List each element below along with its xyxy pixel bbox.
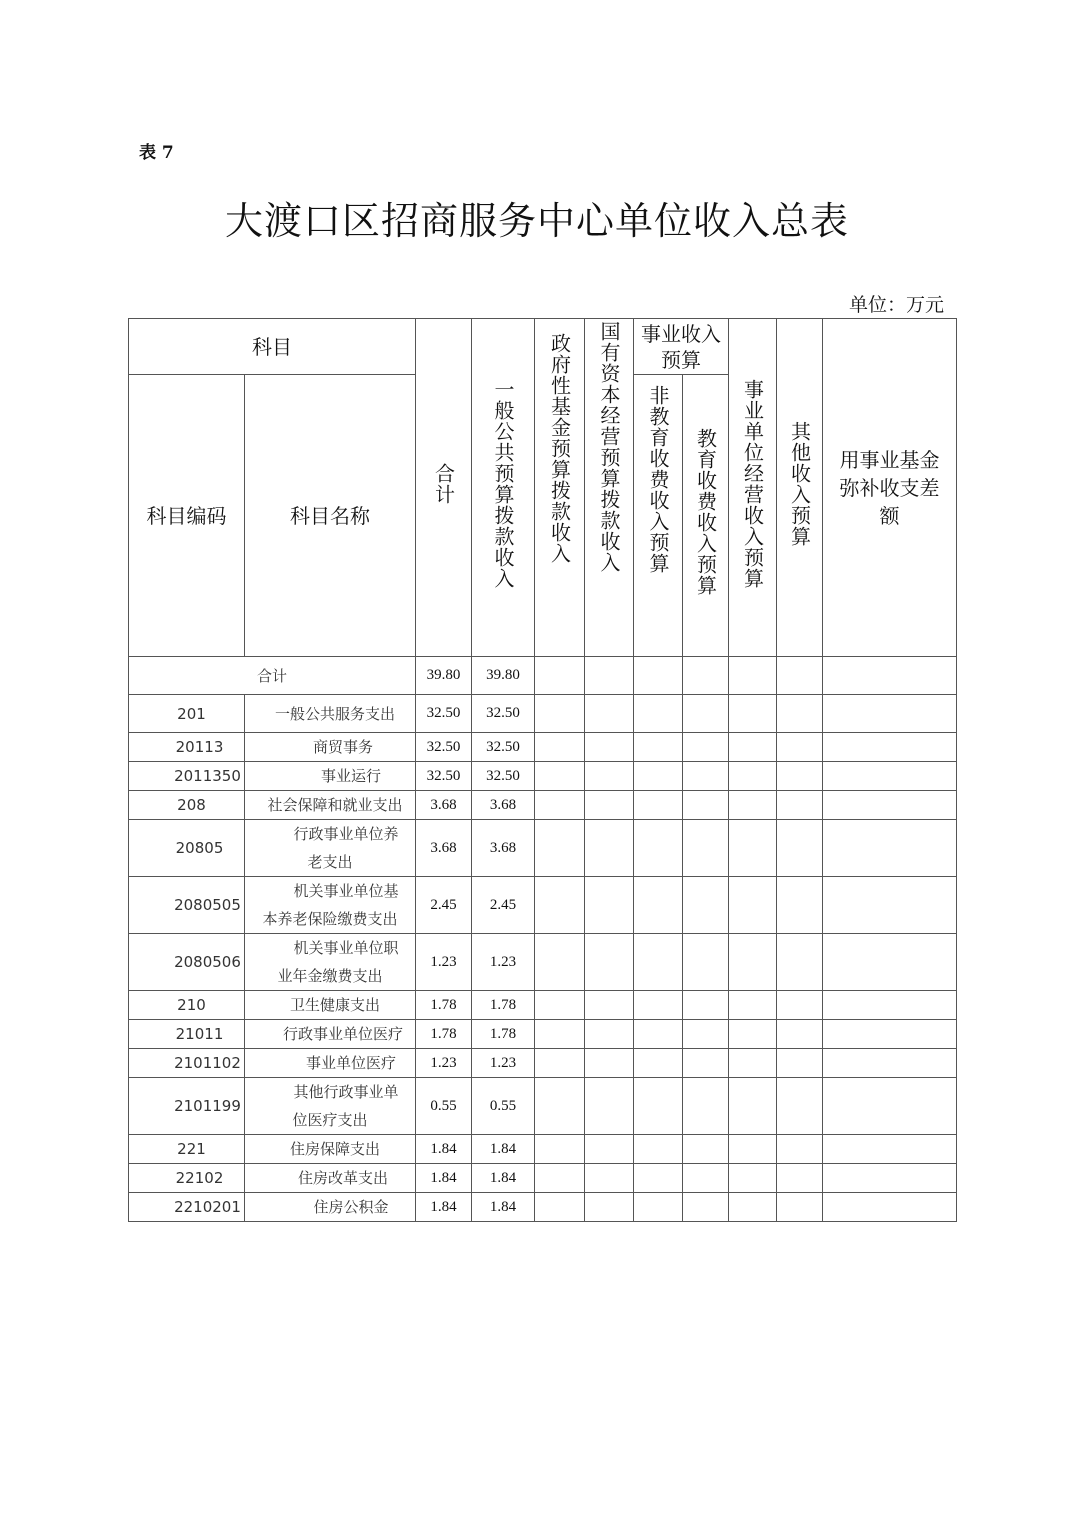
unit-label: 单位：万元	[848, 294, 944, 316]
empty-cell	[729, 695, 777, 733]
empty-cell	[683, 820, 729, 877]
table-row	[129, 733, 957, 762]
empty-cell	[823, 762, 957, 791]
empty-cell	[585, 1193, 634, 1222]
total-row-total: 39.80	[416, 657, 472, 695]
row-total: 1.23	[416, 1049, 472, 1078]
empty-cell	[729, 762, 777, 791]
empty-cell	[683, 733, 729, 762]
row-general: 0.55	[472, 1078, 535, 1135]
empty-cell	[729, 820, 777, 877]
row-total: 1.23	[416, 934, 472, 991]
table-row	[129, 695, 957, 733]
row-name: 住房改革支出	[245, 1164, 416, 1193]
empty-cell	[634, 791, 683, 820]
empty-cell	[683, 657, 729, 695]
empty-cell	[777, 1135, 823, 1164]
empty-cell	[683, 1078, 729, 1135]
row-code: 210	[129, 991, 245, 1020]
table-row	[129, 1164, 957, 1193]
empty-cell	[777, 733, 823, 762]
empty-cell	[777, 657, 823, 695]
empty-cell	[535, 762, 585, 791]
empty-cell	[777, 820, 823, 877]
empty-cell	[585, 820, 634, 877]
empty-cell	[729, 1078, 777, 1135]
row-name: 社会保障和就业支出	[245, 791, 416, 820]
empty-cell	[634, 991, 683, 1020]
empty-cell	[777, 1049, 823, 1078]
empty-cell	[823, 695, 957, 733]
empty-cell	[777, 1020, 823, 1049]
row-name: 行政事业单位养老支出	[245, 820, 416, 877]
row-code: 2101102	[129, 1049, 245, 1078]
empty-cell	[729, 991, 777, 1020]
empty-cell	[585, 695, 634, 733]
header-gov-fund-budget: 政府性基金预算拨款收入	[535, 319, 585, 657]
table-row	[129, 1049, 957, 1078]
table-row	[129, 1078, 957, 1135]
empty-cell	[535, 1164, 585, 1193]
empty-cell	[634, 657, 683, 695]
row-general: 1.78	[472, 991, 535, 1020]
row-total: 32.50	[416, 695, 472, 733]
empty-cell	[823, 791, 957, 820]
empty-cell	[777, 991, 823, 1020]
row-total: 1.84	[416, 1164, 472, 1193]
row-general: 32.50	[472, 733, 535, 762]
empty-cell	[729, 1020, 777, 1049]
empty-cell	[585, 762, 634, 791]
header-subject-name: 科目名称	[245, 375, 416, 657]
header-non-education-fee: 非教育收费收入预算	[634, 375, 683, 657]
row-total: 32.50	[416, 762, 472, 791]
row-general: 1.84	[472, 1164, 535, 1193]
empty-cell	[535, 695, 585, 733]
row-general: 3.68	[472, 820, 535, 877]
empty-cell	[823, 934, 957, 991]
empty-cell	[683, 1164, 729, 1193]
empty-cell	[634, 877, 683, 934]
row-code: 208	[129, 791, 245, 820]
empty-cell	[585, 877, 634, 934]
empty-cell	[634, 1049, 683, 1078]
empty-cell	[729, 791, 777, 820]
row-code: 20805	[129, 820, 245, 877]
empty-cell	[777, 695, 823, 733]
row-total: 3.68	[416, 820, 472, 877]
empty-cell	[634, 762, 683, 791]
empty-cell	[823, 1049, 957, 1078]
empty-cell	[535, 934, 585, 991]
empty-cell	[683, 791, 729, 820]
table-row	[129, 877, 957, 934]
table-row	[129, 1020, 957, 1049]
empty-cell	[585, 1049, 634, 1078]
table-row	[129, 1135, 957, 1164]
empty-cell	[634, 733, 683, 762]
empty-cell	[634, 820, 683, 877]
empty-cell	[634, 695, 683, 733]
header-education-fee: 教育收费收入预算	[683, 375, 729, 657]
row-name: 卫生健康支出	[245, 991, 416, 1020]
row-code: 2011350	[129, 762, 245, 791]
empty-cell	[585, 1020, 634, 1049]
header-business-income: 事业单位经营收入预算	[729, 319, 777, 657]
empty-cell	[683, 991, 729, 1020]
table-row	[129, 991, 957, 1020]
row-name: 一般公共服务支出	[245, 695, 416, 733]
row-name: 机关事业单位基本养老保险缴费支出	[245, 877, 416, 934]
empty-cell	[729, 934, 777, 991]
row-general: 3.68	[472, 791, 535, 820]
empty-cell	[585, 1078, 634, 1135]
row-total: 1.84	[416, 1193, 472, 1222]
empty-cell	[585, 1164, 634, 1193]
empty-cell	[823, 733, 957, 762]
header-fund-make-up: 用事业基金弥补收支差额	[823, 319, 957, 657]
empty-cell	[823, 1164, 957, 1193]
table-number: 表 7	[139, 143, 174, 163]
empty-cell	[634, 1164, 683, 1193]
header-subject: 科目	[129, 319, 416, 375]
document-title: 大渡口区招商服务中心单位收入总表	[224, 199, 849, 243]
empty-cell	[535, 1049, 585, 1078]
empty-cell	[729, 877, 777, 934]
table-row	[129, 820, 957, 877]
empty-cell	[683, 1193, 729, 1222]
total-row-general: 39.80	[472, 657, 535, 695]
row-general: 1.23	[472, 934, 535, 991]
empty-cell	[535, 820, 585, 877]
row-general: 1.84	[472, 1193, 535, 1222]
table-row	[129, 791, 957, 820]
income-summary-table	[128, 318, 957, 1222]
row-name: 住房保障支出	[245, 1135, 416, 1164]
row-total: 1.84	[416, 1135, 472, 1164]
row-name: 事业运行	[245, 762, 416, 791]
table-row	[129, 934, 957, 991]
row-name: 其他行政事业单位医疗支出	[245, 1078, 416, 1135]
table-body	[129, 657, 957, 1222]
empty-cell	[535, 1020, 585, 1049]
empty-cell	[535, 733, 585, 762]
empty-cell	[823, 991, 957, 1020]
empty-cell	[823, 1193, 957, 1222]
empty-cell	[634, 1078, 683, 1135]
empty-cell	[777, 934, 823, 991]
empty-cell	[585, 791, 634, 820]
row-total: 1.78	[416, 1020, 472, 1049]
empty-cell	[823, 1135, 957, 1164]
empty-cell	[683, 762, 729, 791]
row-name: 住房公积金	[245, 1193, 416, 1222]
empty-cell	[683, 1049, 729, 1078]
total-row	[129, 657, 957, 695]
empty-cell	[777, 791, 823, 820]
row-total: 1.78	[416, 991, 472, 1020]
empty-cell	[823, 1078, 957, 1135]
empty-cell	[683, 1020, 729, 1049]
row-code: 2080506	[129, 934, 245, 991]
row-general: 1.84	[472, 1135, 535, 1164]
empty-cell	[585, 733, 634, 762]
table-row	[129, 762, 957, 791]
empty-cell	[777, 762, 823, 791]
row-total: 32.50	[416, 733, 472, 762]
empty-cell	[535, 791, 585, 820]
empty-cell	[729, 657, 777, 695]
empty-cell	[683, 934, 729, 991]
row-code: 21011	[129, 1020, 245, 1049]
row-general: 32.50	[472, 762, 535, 791]
empty-cell	[823, 820, 957, 877]
row-name: 行政事业单位医疗	[245, 1020, 416, 1049]
row-code: 2210201	[129, 1193, 245, 1222]
row-name: 事业单位医疗	[245, 1049, 416, 1078]
empty-cell	[823, 877, 957, 934]
empty-cell	[535, 1193, 585, 1222]
empty-cell	[585, 1135, 634, 1164]
empty-cell	[585, 991, 634, 1020]
row-code: 2101199	[129, 1078, 245, 1135]
row-total: 2.45	[416, 877, 472, 934]
empty-cell	[683, 1135, 729, 1164]
empty-cell	[535, 1135, 585, 1164]
empty-cell	[634, 1193, 683, 1222]
empty-cell	[729, 1135, 777, 1164]
empty-cell	[729, 1164, 777, 1193]
row-total: 3.68	[416, 791, 472, 820]
empty-cell	[777, 1193, 823, 1222]
row-general: 32.50	[472, 695, 535, 733]
empty-cell	[777, 877, 823, 934]
empty-cell	[729, 1193, 777, 1222]
empty-cell	[535, 657, 585, 695]
empty-cell	[777, 1164, 823, 1193]
empty-cell	[729, 733, 777, 762]
header-total: 合计	[416, 319, 472, 657]
empty-cell	[823, 1020, 957, 1049]
empty-cell	[634, 934, 683, 991]
header-public-institution-income: 事业收入预算	[634, 319, 729, 375]
row-code: 221	[129, 1135, 245, 1164]
header-subject-code: 科目编码	[129, 375, 245, 657]
header-state-capital-budget: 国有资本经营预算拨款收入	[585, 319, 634, 657]
empty-cell	[535, 991, 585, 1020]
empty-cell	[535, 877, 585, 934]
empty-cell	[729, 1049, 777, 1078]
row-general: 2.45	[472, 877, 535, 934]
empty-cell	[683, 695, 729, 733]
row-code: 20113	[129, 733, 245, 762]
empty-cell	[634, 1020, 683, 1049]
row-name: 商贸事务	[245, 733, 416, 762]
row-code: 201	[129, 695, 245, 733]
total-row-label: 合计	[129, 657, 416, 695]
row-general: 1.78	[472, 1020, 535, 1049]
header-other-income: 其他收入预算	[777, 319, 823, 657]
table-header	[129, 319, 957, 657]
row-code: 22102	[129, 1164, 245, 1193]
empty-cell	[535, 1078, 585, 1135]
empty-cell	[823, 657, 957, 695]
empty-cell	[777, 1078, 823, 1135]
row-name: 机关事业单位职业年金缴费支出	[245, 934, 416, 991]
row-total: 0.55	[416, 1078, 472, 1135]
empty-cell	[585, 657, 634, 695]
empty-cell	[634, 1135, 683, 1164]
empty-cell	[585, 934, 634, 991]
row-code: 2080505	[129, 877, 245, 934]
table-row	[129, 1193, 957, 1222]
header-general-budget: 一般公共预算拨款收入	[472, 319, 535, 657]
empty-cell	[683, 877, 729, 934]
row-general: 1.23	[472, 1049, 535, 1078]
